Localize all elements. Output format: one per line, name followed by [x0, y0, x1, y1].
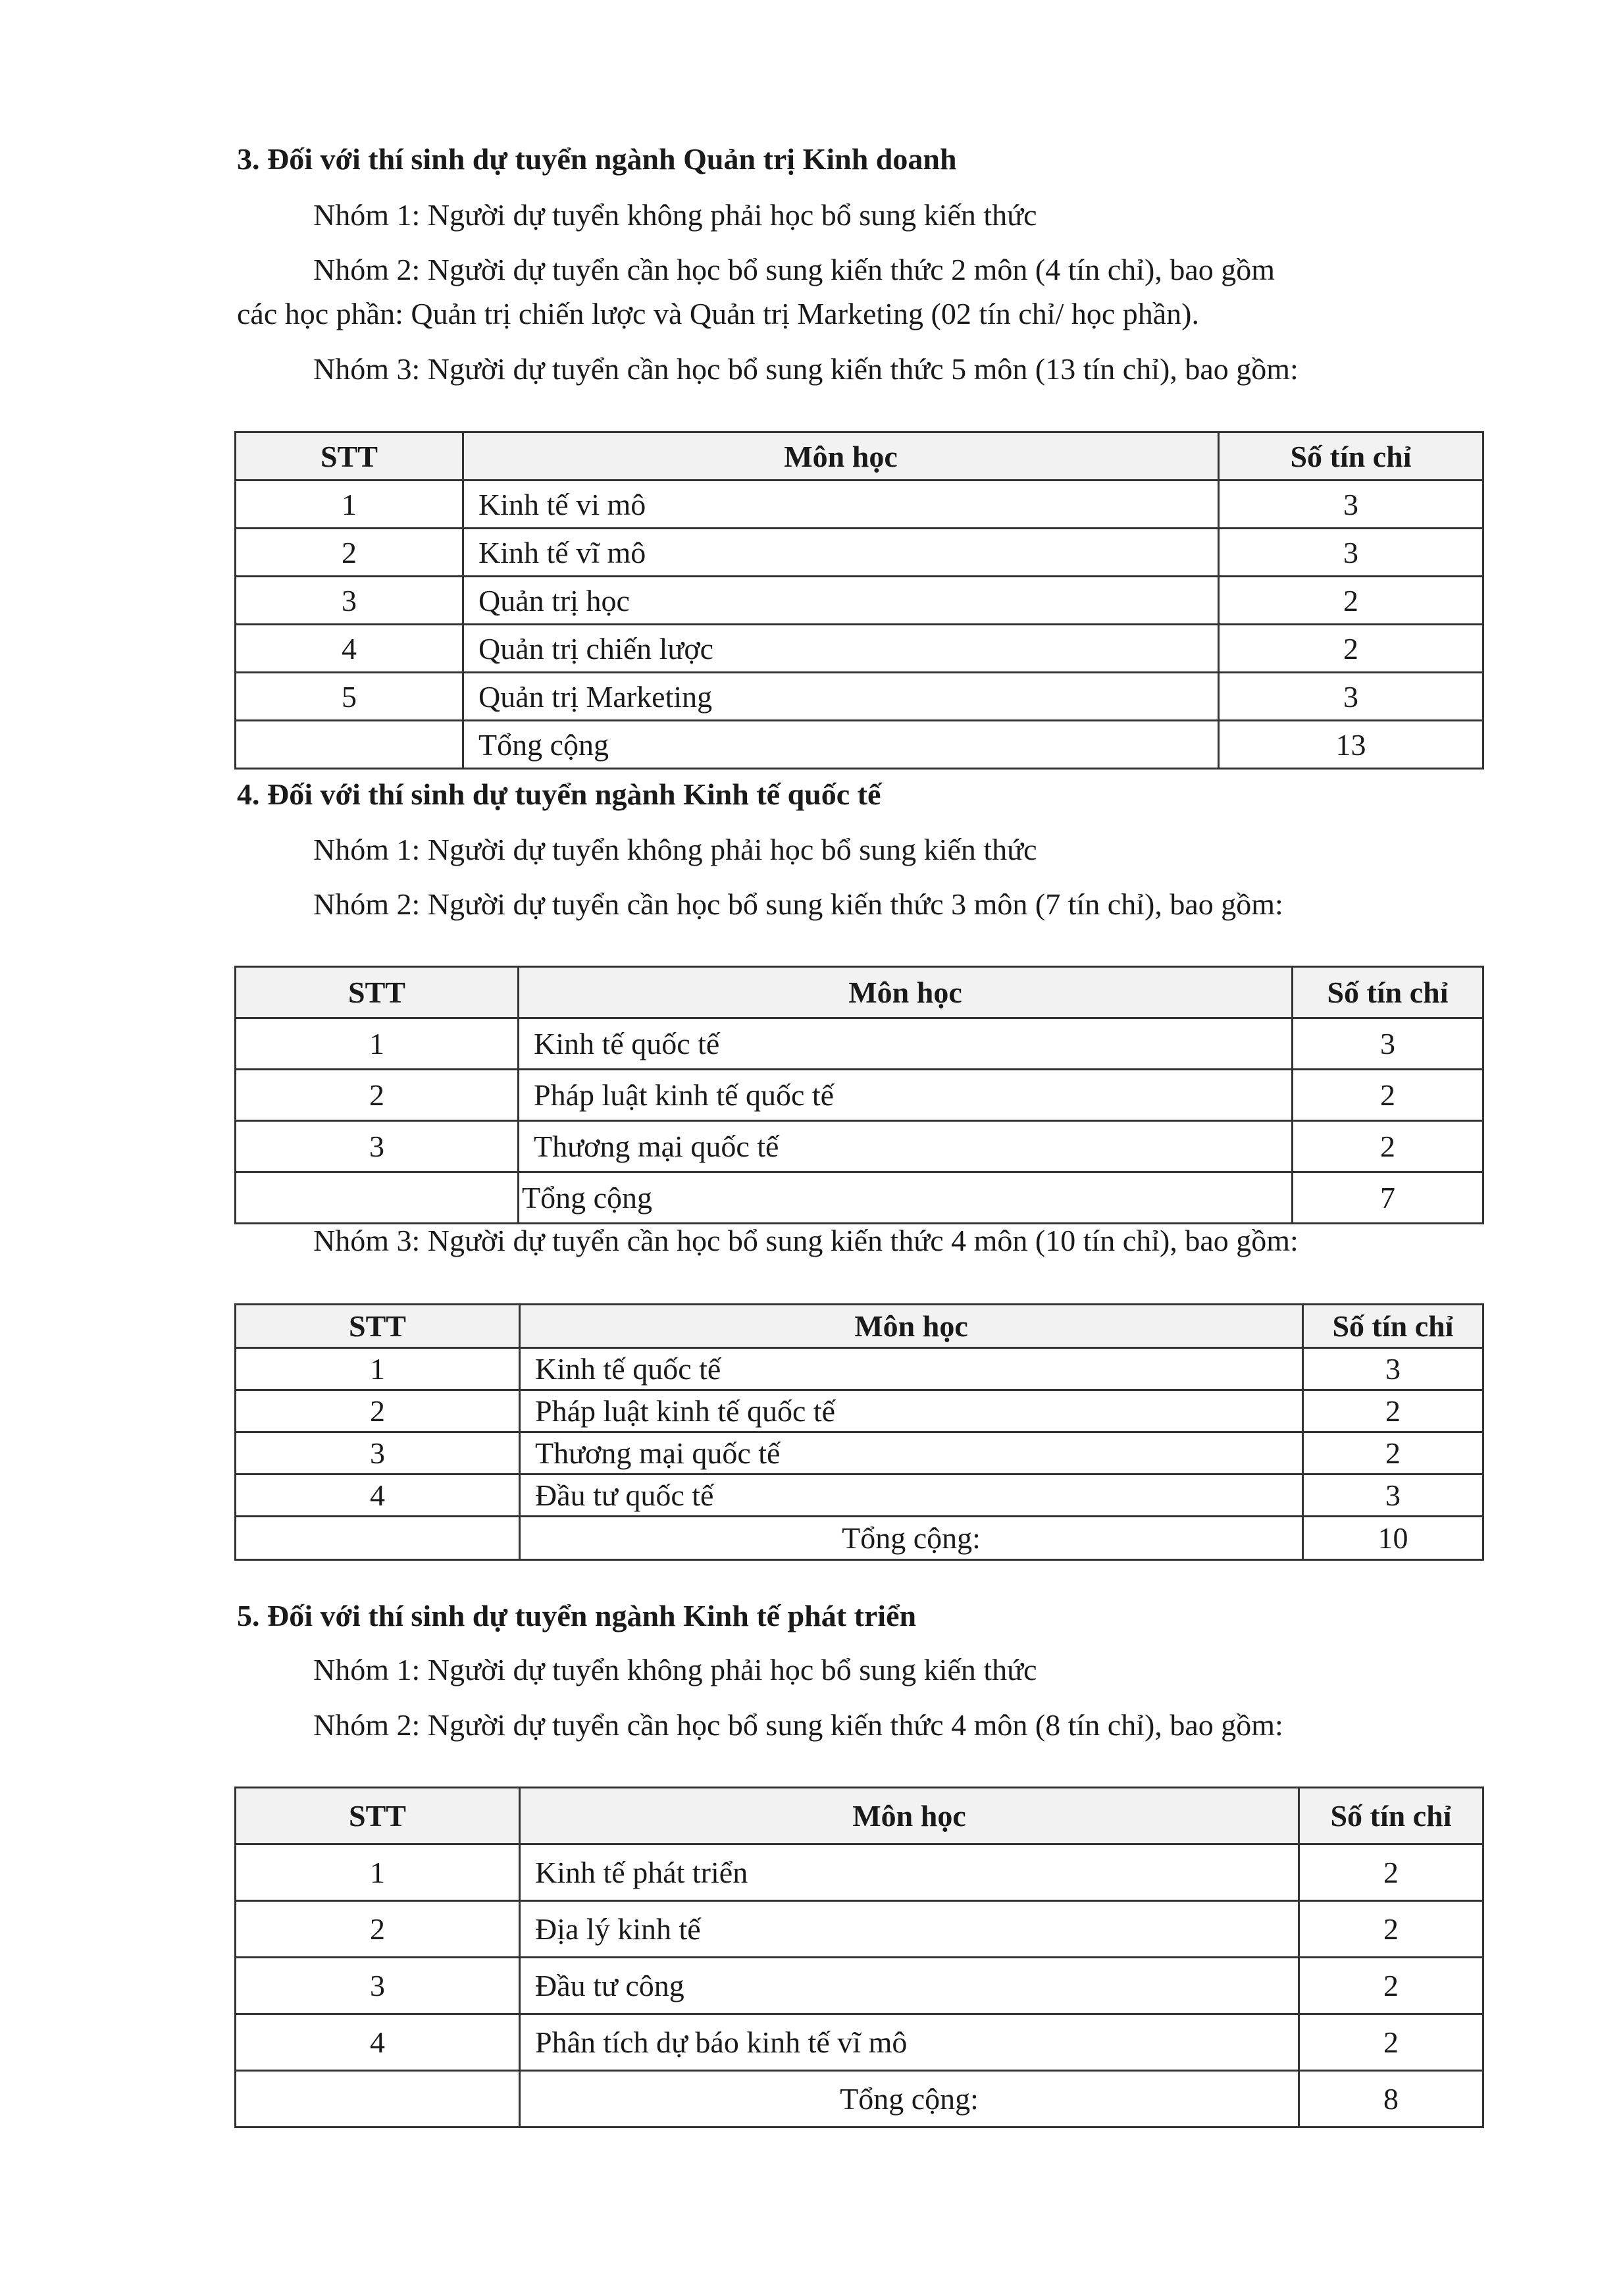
cell-stt: 1 [236, 1348, 520, 1390]
cell-subject: Địa lý kinh tế [520, 1901, 1299, 1958]
cell-credits: 2 [1293, 1121, 1483, 1172]
section5-heading: 5. Đối với thí sinh dự tuyển ngành Kinh tế phát triển [237, 1599, 917, 1632]
section5-group1: Nhóm 1: Người dự tuyển không phải học bổ sung kiến thức [313, 1653, 1037, 1686]
header-subject: Môn học [520, 1788, 1299, 1844]
cell-subject: Thương mại quốc tế [519, 1121, 1293, 1172]
cell-credits: 3 [1219, 481, 1483, 529]
header-credits: Số tín chỉ [1219, 432, 1483, 481]
section3-group1: Nhóm 1: Người dự tuyển không phải học bổ sung kiến thức [313, 198, 1037, 232]
cell-empty [236, 1172, 519, 1224]
cell-stt: 3 [236, 1958, 520, 2014]
section4-table2 [234, 1303, 1484, 1561]
cell-subject: Pháp luật kinh tế quốc tế [519, 1070, 1293, 1121]
header-subject: Môn học [519, 967, 1293, 1018]
table-row [236, 1958, 1483, 2014]
total-label: Tổng cộng [463, 721, 1219, 769]
table-header-row [236, 1788, 1483, 1844]
table-row [236, 2014, 1483, 2071]
cell-subject: Quản trị Marketing [463, 673, 1219, 721]
cell-stt: 2 [236, 1901, 520, 1958]
cell-subject: Kinh tế vĩ mô [463, 529, 1219, 577]
section4-group2: Nhóm 2: Người dự tuyển cần học bổ sung kiến thức 3 môn (7 tín chỉ), bao gồm: [313, 887, 1283, 921]
cell-subject: Kinh tế phát triển [520, 1844, 1299, 1901]
cell-credits: 2 [1299, 2014, 1483, 2071]
header-stt: STT [236, 967, 519, 1018]
total-value: 10 [1303, 1517, 1483, 1560]
table-header-row [236, 432, 1483, 481]
cell-credits: 2 [1219, 577, 1483, 625]
cell-stt: 3 [236, 1121, 519, 1172]
header-stt: STT [236, 432, 463, 481]
cell-credits: 2 [1293, 1070, 1483, 1121]
section4-group1: Nhóm 1: Người dự tuyển không phải học bổ sung kiến thức [313, 833, 1037, 866]
header-stt: STT [236, 1788, 520, 1844]
cell-stt: 3 [236, 1432, 520, 1474]
section5-group2: Nhóm 2: Người dự tuyển cần học bổ sung kiến thức 4 môn (8 tín chỉ), bao gồm: [313, 1708, 1283, 1742]
table-header-row [236, 1305, 1483, 1348]
cell-stt: 2 [236, 1390, 520, 1432]
cell-credits: 2 [1299, 1844, 1483, 1901]
table-row [236, 625, 1483, 673]
table-total-row [236, 721, 1483, 769]
section3-group3: Nhóm 3: Người dự tuyển cần học bổ sung kiến thức 5 môn (13 tín chỉ), bao gồm: [313, 352, 1299, 386]
table-row [236, 1348, 1483, 1390]
table-row [236, 1901, 1483, 1958]
header-credits: Số tín chỉ [1293, 967, 1483, 1018]
cell-stt: 1 [236, 1018, 519, 1070]
cell-stt: 4 [236, 2014, 520, 2071]
cell-stt: 4 [236, 625, 463, 673]
table-row [236, 1474, 1483, 1517]
section3-table [234, 431, 1484, 770]
cell-subject: Đầu tư quốc tế [520, 1474, 1303, 1517]
table-total-row [236, 1172, 1483, 1224]
cell-stt: 3 [236, 577, 463, 625]
section3-group2-line1: Nhóm 2: Người dự tuyển cần học bổ sung kiến thức 2 môn (4 tín chỉ), bao gồm [313, 253, 1275, 286]
cell-subject: Pháp luật kinh tế quốc tế [520, 1390, 1303, 1432]
cell-credits: 2 [1219, 625, 1483, 673]
cell-credits: 3 [1219, 529, 1483, 577]
cell-empty [236, 721, 463, 769]
cell-empty [236, 2071, 520, 2127]
cell-subject: Thương mại quốc tế [520, 1432, 1303, 1474]
cell-subject: Kinh tế vi mô [463, 481, 1219, 529]
total-value: 13 [1219, 721, 1483, 769]
cell-stt: 5 [236, 673, 463, 721]
total-label: Tổng cộng: [520, 2071, 1299, 2127]
cell-subject: Quản trị học [463, 577, 1219, 625]
table-row [236, 1844, 1483, 1901]
section3-heading: 3. Đối với thí sinh dự tuyển ngành Quản trị Kinh doanh [237, 142, 957, 176]
cell-stt: 2 [236, 1070, 519, 1121]
cell-credits: 2 [1303, 1432, 1483, 1474]
cell-stt: 1 [236, 481, 463, 529]
total-value: 8 [1299, 2071, 1483, 2127]
header-credits: Số tín chỉ [1299, 1788, 1483, 1844]
cell-stt: 4 [236, 1474, 520, 1517]
header-subject: Môn học [520, 1305, 1303, 1348]
cell-subject: Quản trị chiến lược [463, 625, 1219, 673]
cell-subject: Kinh tế quốc tế [519, 1018, 1293, 1070]
cell-subject: Phân tích dự báo kinh tế vĩ mô [520, 2014, 1299, 2071]
section4-group3: Nhóm 3: Người dự tuyển cần học bổ sung kiến thức 4 môn (10 tín chỉ), bao gồm: [313, 1224, 1299, 1257]
table-header-row [236, 967, 1483, 1018]
cell-subject: Kinh tế quốc tế [520, 1348, 1303, 1390]
table-row [236, 1018, 1483, 1070]
cell-credits: 3 [1293, 1018, 1483, 1070]
cell-subject: Đầu tư công [520, 1958, 1299, 2014]
cell-credits: 3 [1303, 1348, 1483, 1390]
table-row [236, 1432, 1483, 1474]
table-total-row [236, 1517, 1483, 1560]
table-row [236, 481, 1483, 529]
header-credits: Số tín chỉ [1303, 1305, 1483, 1348]
cell-credits: 2 [1303, 1390, 1483, 1432]
section4-table1 [234, 966, 1484, 1224]
cell-credits: 3 [1303, 1474, 1483, 1517]
header-subject: Môn học [463, 432, 1219, 481]
table-row [236, 1390, 1483, 1432]
cell-credits: 2 [1299, 1958, 1483, 2014]
section5-table [234, 1787, 1484, 2128]
total-label: Tổng cộng [519, 1172, 1293, 1224]
table-row [236, 1070, 1483, 1121]
cell-empty [236, 1517, 520, 1560]
table-row [236, 577, 1483, 625]
total-value: 7 [1293, 1172, 1483, 1224]
cell-credits: 2 [1299, 1901, 1483, 1958]
cell-stt: 2 [236, 529, 463, 577]
table-total-row [236, 2071, 1483, 2127]
table-row [236, 673, 1483, 721]
table-row [236, 529, 1483, 577]
cell-stt: 1 [236, 1844, 520, 1901]
header-stt: STT [236, 1305, 520, 1348]
table-row [236, 1121, 1483, 1172]
section4-heading: 4. Đối với thí sinh dự tuyển ngành Kinh tế quốc tế [237, 777, 881, 811]
cell-credits: 3 [1219, 673, 1483, 721]
section3-group2-line2: các học phần: Quản trị chiến lược và Quản trị Marketing (02 tín chỉ/ học phần). [237, 297, 1200, 330]
total-label: Tổng cộng: [520, 1517, 1303, 1560]
